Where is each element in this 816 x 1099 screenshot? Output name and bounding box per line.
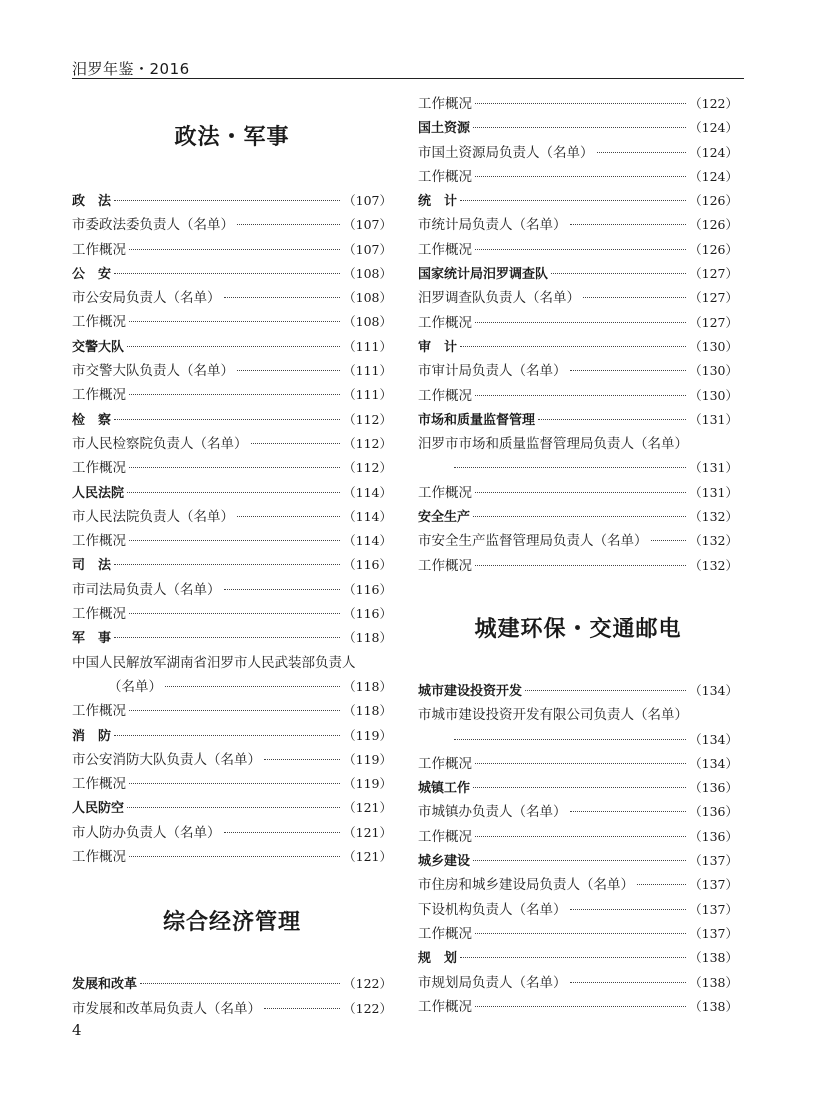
toc-section-heading[interactable] <box>72 408 392 432</box>
toc-entry-label: 工作概况 <box>418 241 472 258</box>
toc-entry-label: 市城镇办负责人（名单） <box>418 804 567 821</box>
toc-entry-label: 市交警大队负责人（名单） <box>72 363 234 380</box>
leader-dots <box>475 492 686 493</box>
toc-entry-label: 工作概况 <box>418 828 472 845</box>
leader-dots <box>264 759 340 760</box>
toc-entry[interactable] <box>418 995 738 1019</box>
toc-list <box>72 189 392 651</box>
toc-entry-label: 城市建设投资开发 <box>418 683 523 699</box>
toc-entry[interactable] <box>418 529 738 553</box>
toc-section-heading[interactable] <box>418 335 738 359</box>
leader-dots <box>570 909 687 910</box>
toc-entry[interactable] <box>418 384 738 408</box>
toc-entry-page: （132） <box>689 557 738 573</box>
leader-dots <box>538 419 686 420</box>
toc-entry-page: （112） <box>343 435 392 451</box>
toc-section-heading[interactable] <box>418 849 738 873</box>
toc-list <box>418 92 738 432</box>
toc-section-heading[interactable] <box>72 626 392 650</box>
toc-entry-label: 司 法 <box>72 558 112 574</box>
toc-entry-page: （107） <box>343 217 392 233</box>
toc-entry[interactable] <box>72 699 392 723</box>
section-title: 政法・军事 <box>174 124 290 150</box>
toc-entry-page: （124） <box>689 120 738 136</box>
toc-entry[interactable] <box>418 238 738 262</box>
toc-entry-page: （114） <box>343 484 392 500</box>
toc-entry[interactable] <box>418 922 738 946</box>
leader-dots <box>114 273 340 274</box>
toc-entry-label: 工作概况 <box>418 755 472 772</box>
toc-entry-page: （136） <box>689 780 738 796</box>
toc-entry-page: （130） <box>689 387 738 403</box>
toc-entry-label: 工作概况 <box>418 557 472 574</box>
leader-dots <box>570 224 687 225</box>
leader-dots <box>525 690 686 691</box>
toc-entry[interactable] <box>72 821 392 845</box>
toc-entry-label: 下设机构负责人（名单） <box>418 901 567 918</box>
toc-entry[interactable] <box>418 752 738 776</box>
leader-dots <box>129 321 340 322</box>
toc-entry-page: （134） <box>689 682 738 698</box>
toc-entry-label: 消 防 <box>72 728 112 744</box>
leader-dots <box>129 856 340 857</box>
leader-dots <box>224 589 341 590</box>
leader-dots <box>129 613 340 614</box>
toc-entry-page: （107） <box>343 193 392 208</box>
toc-entry-page: （118） <box>343 630 392 646</box>
toc-entry-label: 市安全生产监督管理局负责人（名单） <box>418 533 648 550</box>
toc-entry[interactable] <box>72 359 392 383</box>
section-title: 综合经济管理 <box>162 909 301 936</box>
leader-dots <box>473 127 686 128</box>
leader-dots <box>129 467 340 468</box>
toc-entry-label: 公 安 <box>72 266 112 282</box>
toc-entry-label: 市审计局负责人（名单） <box>418 363 567 380</box>
toc-entry-label: 军 事 <box>72 631 112 647</box>
toc-entry-label: 国土资源 <box>418 121 471 137</box>
leader-dots <box>473 787 686 788</box>
toc-entry-page: （108） <box>343 290 392 306</box>
toc-entry[interactable] <box>418 971 738 995</box>
toc-entry[interactable] <box>418 311 738 335</box>
toc-entry-label: 工作概况 <box>418 925 472 942</box>
toc-entry[interactable] <box>418 213 738 237</box>
toc-entry-label: 工作概况 <box>418 998 472 1015</box>
toc-entry-page: （119） <box>343 776 392 792</box>
toc-entry-label: 工作概况 <box>72 606 126 623</box>
toc-entry-label: 市委政法委负责人（名单） <box>72 217 234 234</box>
toc-entry-wrapped[interactable]: 汨罗市市场和质量监督管理局负责人（名单） <box>418 436 688 453</box>
leader-dots <box>473 516 686 517</box>
toc-entry-wrapped[interactable]: 市城市建设投资开发有限公司负责人（名单） <box>418 707 688 724</box>
leader-dots <box>475 565 686 566</box>
toc-entry[interactable] <box>418 800 738 824</box>
toc-entry-label: 市国土资源局负责人（名单） <box>418 144 594 161</box>
toc-entry-label: 市人民法院负责人（名单） <box>72 508 234 525</box>
toc-entry-page: （127） <box>689 290 738 306</box>
toc-entry-label: 市统计局负责人（名单） <box>418 217 567 234</box>
toc-entry-page: （132） <box>689 509 738 525</box>
toc-section-heading[interactable] <box>72 262 392 286</box>
toc-entry[interactable] <box>72 505 392 529</box>
toc-entry-page: （124） <box>689 168 738 184</box>
toc-list <box>72 972 392 1021</box>
leader-dots <box>114 200 340 201</box>
leader-dots <box>251 443 341 444</box>
toc-entry[interactable] <box>418 165 738 189</box>
toc-entry-page: （119） <box>343 727 392 743</box>
toc-list <box>418 481 738 578</box>
toc-entry-label: 市人防办负责人（名单） <box>72 824 221 841</box>
toc-entry-label: 发展和改革 <box>72 977 138 993</box>
toc-entry-label: 市发展和改革局负责人（名单） <box>72 1000 261 1017</box>
toc-entry-page: （130） <box>689 363 738 379</box>
leader-dots <box>114 735 340 736</box>
toc-entry[interactable] <box>418 554 738 578</box>
toc-entry[interactable] <box>72 997 392 1021</box>
toc-entry-label: 工作概况 <box>418 314 472 331</box>
toc-entry-label: 城乡建设 <box>418 854 471 870</box>
toc-entry-page: （118） <box>343 678 392 694</box>
toc-entry-page: （116） <box>343 606 392 622</box>
leader-dots <box>237 224 340 225</box>
toc-entry-label: 统 计 <box>418 194 458 210</box>
toc-entry-page: （111） <box>343 387 392 403</box>
toc-entry-label: 市规划局负责人（名单） <box>418 974 567 991</box>
toc-entry-page: （137） <box>689 853 738 869</box>
leader-dots <box>140 983 340 984</box>
toc-entry-label: 检 察 <box>72 412 112 428</box>
toc-entry-page: （126） <box>689 241 738 257</box>
toc-section-heading[interactable] <box>72 553 392 577</box>
leader-dots <box>129 540 340 541</box>
toc-entry[interactable] <box>72 772 392 796</box>
toc-entry-page: （126） <box>689 217 738 233</box>
toc-entry-page: （131） <box>689 411 738 427</box>
leader-dots <box>475 176 686 177</box>
toc-entry-label: 工作概况 <box>72 849 126 866</box>
toc-entry-page: （111） <box>343 363 392 379</box>
toc-entry[interactable] <box>72 238 392 262</box>
toc-entry-label: 市场和质量监督管理 <box>418 412 536 428</box>
toc-section-heading[interactable] <box>72 796 392 820</box>
leader-dots <box>129 249 340 250</box>
toc-entry-label: 工作概况 <box>418 484 472 501</box>
toc-entry-page: （138） <box>689 950 738 966</box>
toc-right-column <box>418 92 738 1019</box>
leader-dots <box>570 370 687 371</box>
toc-entry-label: 人民防空 <box>72 801 125 817</box>
leader-dots <box>114 564 340 565</box>
toc-entry-label: 政 法 <box>72 194 112 209</box>
toc-list <box>418 679 738 703</box>
toc-entry-page: （137） <box>689 877 738 893</box>
toc-entry-label: 工作概况 <box>72 241 126 258</box>
toc-entry-page: （127） <box>689 314 738 330</box>
toc-entry-label: （名单） <box>108 678 162 695</box>
toc-entry[interactable] <box>418 92 738 116</box>
toc-section-heading[interactable] <box>72 481 392 505</box>
toc-entry-page: （116） <box>343 581 392 597</box>
toc-entry-page: （112） <box>343 411 392 427</box>
toc-entry-page: （124） <box>689 144 738 160</box>
toc-entry-label: 工作概况 <box>72 776 126 793</box>
toc-entry-label: 安全生产 <box>418 510 471 526</box>
toc-entry-page: （138） <box>689 974 738 990</box>
toc-entry[interactable] <box>418 728 738 752</box>
toc-entry-page: （111） <box>343 338 392 354</box>
leader-dots <box>454 467 686 468</box>
leader-dots <box>475 933 686 934</box>
running-header: 汨罗年鉴・2016 <box>72 60 190 78</box>
toc-entry-page: （122） <box>343 976 392 992</box>
toc-section-heading[interactable] <box>418 505 738 529</box>
leader-dots <box>570 811 687 812</box>
leader-dots <box>224 297 341 298</box>
toc-entry[interactable] <box>418 481 738 505</box>
leader-dots <box>475 249 686 250</box>
toc-entry-label: 工作概况 <box>418 387 472 404</box>
toc-entry-page: （114） <box>343 508 392 524</box>
toc-entry[interactable] <box>418 456 738 480</box>
toc-entry-page: （122） <box>689 96 738 111</box>
toc-entry[interactable] <box>418 873 738 897</box>
toc-section-heading[interactable] <box>418 776 738 800</box>
leader-dots <box>475 836 686 837</box>
leader-dots <box>127 492 340 493</box>
toc-entry-page: （127） <box>689 266 738 282</box>
toc-left-column <box>72 92 392 1021</box>
toc-entry-label: 人民法院 <box>72 485 125 501</box>
toc-entry-label: 市公安局负责人（名单） <box>72 290 221 307</box>
toc-entry[interactable] <box>72 602 392 626</box>
leader-dots <box>475 1006 686 1007</box>
toc-section-heading[interactable] <box>72 972 392 996</box>
toc-entry[interactable] <box>72 529 392 553</box>
toc-entry-label: 汨罗调查队负责人（名单） <box>418 290 580 307</box>
toc-list <box>72 699 392 869</box>
toc-entry-label: 国家统计局汨罗调查队 <box>418 267 549 283</box>
toc-section-heading[interactable] <box>72 189 392 213</box>
toc-entry[interactable] <box>418 286 738 310</box>
toc-entry-label: 工作概况 <box>418 168 472 185</box>
toc-entry-page: （130） <box>689 338 738 354</box>
toc-entry[interactable] <box>418 825 738 849</box>
leader-dots <box>570 982 687 983</box>
toc-entry[interactable] <box>72 432 392 456</box>
leader-dots <box>637 884 686 885</box>
toc-entry-page: （119） <box>343 751 392 767</box>
toc-entry[interactable] <box>72 845 392 869</box>
toc-entry[interactable] <box>418 359 738 383</box>
toc-entry-page: （137） <box>689 925 738 941</box>
toc-entry-wrapped[interactable]: 中国人民解放军湖南省汨罗市人民武装部负责人 <box>72 654 356 671</box>
toc-entry[interactable] <box>72 675 392 699</box>
leader-dots <box>460 200 686 201</box>
leader-dots <box>129 394 340 395</box>
leader-dots <box>114 637 340 638</box>
leader-dots <box>473 860 686 861</box>
page-number: 4 <box>72 1021 82 1039</box>
toc-entry-page: （136） <box>689 804 738 820</box>
leader-dots <box>165 686 340 687</box>
toc-entry-label: 市公安消防大队负责人（名单） <box>72 751 261 768</box>
leader-dots <box>114 419 340 420</box>
leader-dots <box>551 273 686 274</box>
toc-list <box>418 752 738 1019</box>
toc-entry-page: （137） <box>689 901 738 917</box>
section-title: 城建环保・交通邮电 <box>474 615 682 642</box>
leader-dots <box>264 1008 340 1009</box>
leader-dots <box>475 763 686 764</box>
toc-entry-label: 工作概况 <box>418 96 472 112</box>
toc-entry-label: 审 计 <box>418 339 458 355</box>
leader-dots <box>475 322 686 323</box>
leader-dots <box>237 370 340 371</box>
toc-entry-label: 工作概况 <box>72 460 126 477</box>
toc-entry-label: 规 划 <box>418 951 458 967</box>
toc-entry-label: 工作概况 <box>72 387 126 404</box>
leader-dots <box>237 516 340 517</box>
toc-entry[interactable] <box>418 141 738 165</box>
toc-entry-label: 交警大队 <box>72 339 125 355</box>
toc-entry-page: （121） <box>343 824 392 840</box>
toc-entry-page: （126） <box>689 193 738 209</box>
toc-entry-label: 工作概况 <box>72 703 126 720</box>
leader-dots <box>127 807 340 808</box>
toc-entry[interactable] <box>72 578 392 602</box>
header-rule <box>72 78 744 79</box>
toc-entry-page: （132） <box>689 533 738 549</box>
toc-entry-page: （112） <box>343 460 392 476</box>
toc-entry[interactable] <box>72 748 392 772</box>
toc-section-heading[interactable] <box>418 116 738 140</box>
leader-dots <box>475 103 686 104</box>
toc-entry-page: （134） <box>689 731 738 747</box>
toc-entry-label: 工作概况 <box>72 533 126 550</box>
toc-entry-page: （108） <box>343 265 392 281</box>
leader-dots <box>129 710 340 711</box>
toc-entry-page: （116） <box>343 557 392 573</box>
leader-dots <box>127 346 340 347</box>
toc-section-heading[interactable] <box>72 724 392 748</box>
toc-entry-page: （134） <box>689 755 738 771</box>
toc-section-heading[interactable] <box>418 262 738 286</box>
leader-dots <box>651 540 687 541</box>
toc-entry-page: （114） <box>343 533 392 549</box>
toc-entry-label: 市司法局负责人（名单） <box>72 581 221 598</box>
toc-entry[interactable] <box>418 898 738 922</box>
toc-entry[interactable] <box>72 456 392 480</box>
toc-entry-page: （138） <box>689 998 738 1014</box>
leader-dots <box>129 783 340 784</box>
leader-dots <box>475 395 686 396</box>
leader-dots <box>597 152 687 153</box>
toc-entry-label: 市住房和城乡建设局负责人（名单） <box>418 877 634 894</box>
toc-section-heading[interactable] <box>418 946 738 970</box>
toc-section-heading[interactable] <box>418 408 738 432</box>
toc-section-heading[interactable] <box>418 679 738 703</box>
toc-section-heading[interactable] <box>418 189 738 213</box>
toc-entry-page: （122） <box>343 1000 392 1016</box>
toc-entry[interactable] <box>72 383 392 407</box>
leader-dots <box>460 346 686 347</box>
toc-entry-page: （131） <box>689 460 738 476</box>
toc-entry-page: （118） <box>343 703 392 719</box>
toc-entry-page: （121） <box>343 849 392 865</box>
toc-entry-label: 工作概况 <box>72 314 126 331</box>
toc-entry[interactable] <box>72 286 392 310</box>
toc-entry-page: （131） <box>689 484 738 500</box>
toc-entry-label: 市人民检察院负责人（名单） <box>72 435 248 452</box>
leader-dots <box>454 739 686 740</box>
leader-dots <box>224 832 341 833</box>
leader-dots <box>583 297 686 298</box>
toc-entry-page: （108） <box>343 314 392 330</box>
toc-entry-label: 城镇工作 <box>418 781 471 797</box>
toc-entry-page: （121） <box>343 800 392 816</box>
toc-entry[interactable] <box>72 213 392 237</box>
toc-entry-page: （107） <box>343 241 392 257</box>
toc-section-heading[interactable] <box>72 335 392 359</box>
toc-entry[interactable] <box>72 310 392 334</box>
leader-dots <box>460 957 686 958</box>
toc-entry-page: （136） <box>689 828 738 844</box>
